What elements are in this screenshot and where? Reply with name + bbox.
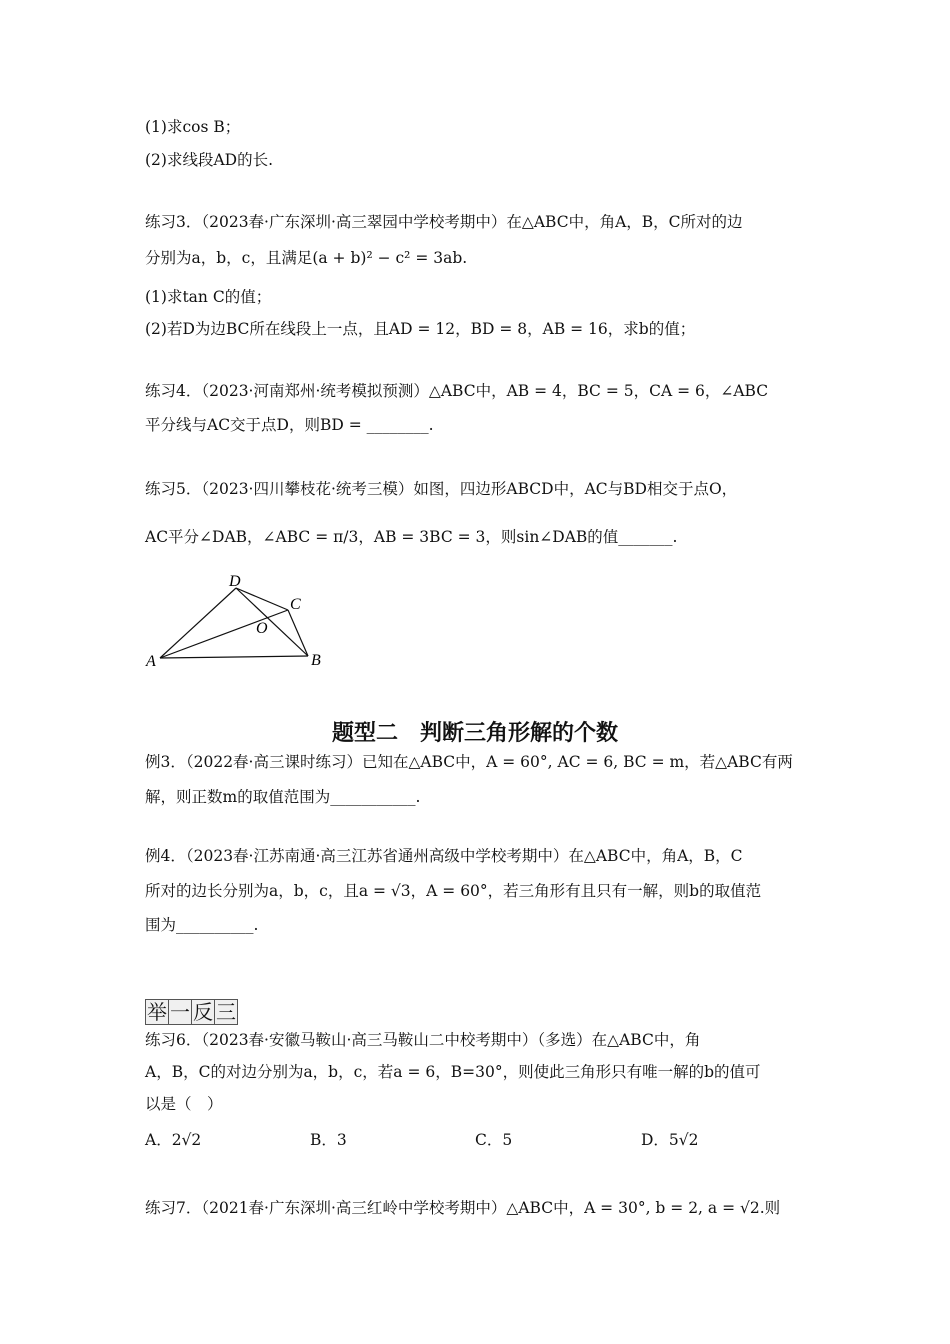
badge-char: 一 <box>170 1000 190 1024</box>
label-O: O <box>256 620 268 637</box>
exercise-5-line-1: 练习5．（2023·四川攀枝花·统考三模）如图，四边形ABCD中，AC与BD相交于点O， <box>145 480 738 498</box>
example-3-line-1: 例3．（2022春·高三课时练习）已知在△ABC中，A = 60°, AC = 6, BC = m，若△ABC有两 <box>145 753 793 771</box>
exercise-3-line-2: 分别为a，b，c，且满足(a + b)² − c² = 3ab. <box>145 249 468 267</box>
example-3-line-2: 解，则正数m的取值范围为___________. <box>145 788 421 806</box>
badge-char: 反 <box>193 1000 213 1024</box>
segment-AD <box>160 588 236 658</box>
label-D: D <box>229 573 241 590</box>
segment-CB <box>288 610 308 656</box>
segment-AB <box>160 656 308 658</box>
segment-AC <box>160 610 288 658</box>
example-4-line-1: 例4．（2023春·江苏南通·高三江苏省通州高级中学校考期中）在△ABC中，角A，B，C <box>145 847 743 865</box>
exercise-7-line-1: 练习7．（2021春·广东深圳·高三红岭中学校考期中）△ABC中，A = 30°, b = 2, a = √2.则 <box>145 1199 781 1217</box>
label-B: B <box>311 652 321 669</box>
segment-DC <box>236 588 288 610</box>
question-2: (2)求线段AD的长. <box>145 151 274 169</box>
option-a: A．2√2 <box>145 1131 202 1149</box>
example-4-line-3: 围为__________. <box>145 916 259 934</box>
label-A: A <box>146 653 156 670</box>
exercise-3-line-1: 练习3．（2023春·广东深圳·高三翠园中学校考期中）在△ABC中，角A，B，C所对的边 <box>145 213 743 231</box>
exercise-6-line-2: A，B，C的对边分别为a，b，c，若a = 6，B=30°，则使此三角形只有唯一解的b的值可 <box>145 1063 761 1081</box>
section-title: 题型二 判断三角形解的个数 <box>331 721 618 746</box>
option-b: B．3 <box>310 1131 347 1149</box>
practice-badge <box>145 999 237 1025</box>
exercise-5-line-2: AC平分∠DAB，∠ABC = π/3，AB = 3BC = 3，则sin∠DAB的值_______. <box>145 528 678 546</box>
question-1: (1)求cos B； <box>145 118 241 136</box>
exercise-6-line-3: 以是（ ） <box>145 1095 223 1113</box>
exercise-6-line-1: 练习6．（2023春·安徽马鞍山·高三马鞍山二中校考期中）（多选）在△ABC中，角 <box>145 1031 701 1049</box>
badge-char: 举 <box>147 1000 167 1024</box>
option-d: D．5√2 <box>641 1131 699 1149</box>
exercise-4-line-1: 练习4．（2023·河南郑州·统考模拟预测）△ABC中，AB = 4，BC = 5，CA = 6，∠ABC <box>145 382 769 400</box>
badge-char: 三 <box>216 1000 236 1024</box>
example-4-line-2: 所对的边长分别为a，b，c，且a = √3，A = 60°，若三角形有且只有一解，则b的取值范 <box>145 882 762 900</box>
option-c: C．5 <box>475 1131 513 1149</box>
exercise-3-line-4: (2)若D为边BC所在线段上一点，且AD = 12，BD = 8，AB = 16，求b的值； <box>145 320 696 338</box>
exercise-4-line-2: 平分线与AC交于点D，则BD = ________. <box>145 416 434 434</box>
quadrilateral-figure <box>140 568 340 673</box>
exercise-3-line-3: (1)求tan C的值； <box>145 288 272 306</box>
label-C: C <box>290 596 301 613</box>
